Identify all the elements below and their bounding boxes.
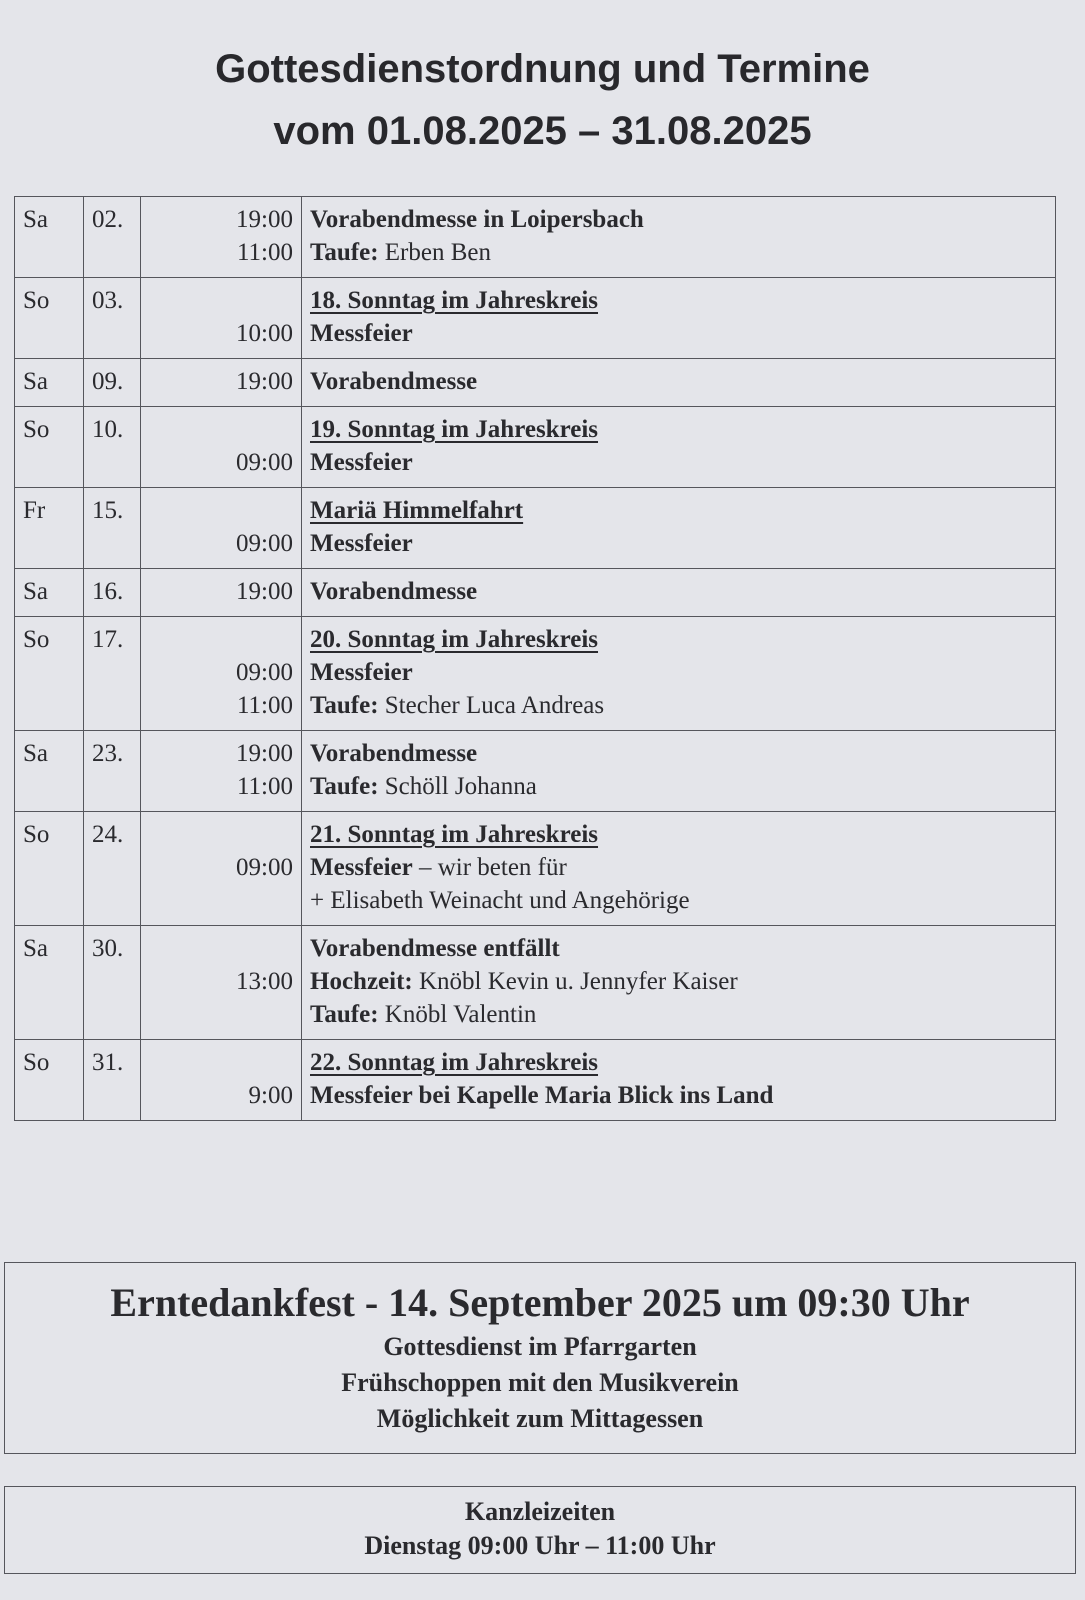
date-cell: 24. [84, 812, 141, 926]
occasion-heading: Mariä Himmelfahrt [310, 497, 524, 524]
entry-text: Messfeier [310, 659, 413, 686]
date-cell: 09. [84, 359, 141, 407]
entry-line [310, 527, 1047, 560]
entry-text: Taufe: [310, 692, 379, 719]
schedule-row [15, 407, 1056, 488]
occasion-heading: 22. Sonntag im Jahreskreis [310, 1049, 599, 1076]
time-cell [141, 407, 302, 488]
entry-line [310, 317, 1047, 350]
entry-text: Taufe: [310, 773, 379, 800]
time-cell [141, 569, 302, 617]
entry-text: – wir beten für [412, 854, 567, 881]
entry-text: Messfeier bei Kapelle Maria Blick ins Land [310, 1082, 774, 1109]
date-cell: 02. [84, 197, 141, 278]
entry-line [310, 494, 1047, 527]
time-text [149, 494, 293, 527]
weekday-cell: So [15, 407, 84, 488]
description-cell [302, 812, 1056, 926]
harvest-festival-box [4, 1262, 1076, 1454]
date-cell: 31. [84, 1040, 141, 1121]
time-text [149, 1046, 293, 1079]
time-text: 10:00 [236, 320, 293, 347]
schedule-row [15, 569, 1056, 617]
entry-line [310, 623, 1047, 656]
office-heading: Kanzleizeiten [464, 1497, 616, 1526]
schedule-row [15, 731, 1056, 812]
entry-text: Vorabendmesse [310, 740, 478, 767]
time-cell [141, 359, 302, 407]
entry-text: Hochzeit: [310, 968, 413, 995]
time-text: 19:00 [236, 578, 293, 605]
entry-line [310, 413, 1047, 446]
entry-line [310, 1046, 1047, 1079]
time-cell [141, 488, 302, 569]
entry-text: Vorabendmesse entfällt [310, 935, 560, 962]
description-cell [302, 359, 1056, 407]
office-hours-box [4, 1486, 1076, 1574]
entry-text: Knöbl Kevin u. Jennyfer Kaiser [412, 968, 738, 995]
weekday-cell: Sa [15, 359, 84, 407]
entry-text: Stecher Luca Andreas [378, 692, 605, 719]
date-cell: 03. [84, 278, 141, 359]
entry-line [310, 998, 1047, 1031]
schedule-row [15, 812, 1056, 926]
entry-text: Taufe: [310, 239, 379, 266]
office-hours: Dienstag 09:00 Uhr – 11:00 Uhr [364, 1531, 716, 1560]
description-cell [302, 926, 1056, 1040]
festival-line: Möglichkeit zum Mittagessen [376, 1404, 704, 1433]
date-cell: 17. [84, 617, 141, 731]
date-cell: 15. [84, 488, 141, 569]
date-cell: 10. [84, 407, 141, 488]
schedule-row [15, 488, 1056, 569]
entry-text: Vorabendmesse [310, 368, 478, 395]
time-text: 11:00 [236, 692, 293, 719]
entry-line [310, 203, 1047, 236]
time-text [149, 284, 293, 317]
festival-headline: Erntedankfest - 14. September 2025 um 09:30 Uhr [110, 1280, 970, 1325]
time-text: 09:00 [236, 449, 293, 476]
entry-line [310, 965, 1047, 998]
time-text: 13:00 [236, 968, 293, 995]
description-cell [302, 731, 1056, 812]
time-cell [141, 926, 302, 1040]
entry-line [310, 365, 1047, 398]
title-line-2: vom 01.08.2025 – 31.08.2025 [273, 109, 812, 153]
time-cell [141, 278, 302, 359]
schedule-body [15, 197, 1056, 1121]
entry-line [310, 236, 1047, 269]
festival-line: Frühschoppen mit den Musikverein [341, 1368, 739, 1397]
entry-line [310, 656, 1047, 689]
entry-line [310, 575, 1047, 608]
time-cell [141, 197, 302, 278]
weekday-cell: So [15, 278, 84, 359]
entry-line [310, 932, 1047, 965]
entry-text: Erben Ben [378, 239, 491, 266]
entry-line [310, 1079, 1047, 1112]
time-text: 11:00 [236, 773, 293, 800]
weekday-cell: Sa [15, 197, 84, 278]
festival-line: Gottesdienst im Pfarrgarten [383, 1332, 697, 1361]
time-text: 09:00 [236, 530, 293, 557]
entry-text: + Elisabeth Weinacht und Angehörige [310, 887, 690, 914]
entry-text: Taufe: [310, 1001, 379, 1028]
time-text: 09:00 [236, 854, 293, 881]
description-cell [302, 1040, 1056, 1121]
time-text [149, 413, 293, 446]
entry-text: Schöll Johanna [378, 773, 537, 800]
time-text: 11:00 [236, 239, 293, 266]
schedule-row [15, 359, 1056, 407]
entry-line [310, 770, 1047, 803]
entry-text: Knöbl Valentin [378, 1001, 537, 1028]
time-text [149, 998, 293, 1031]
time-text: 19:00 [236, 368, 293, 395]
weekday-cell: Sa [15, 731, 84, 812]
entry-line [310, 689, 1047, 722]
description-cell [302, 407, 1056, 488]
entry-line [310, 851, 1047, 884]
schedule-row [15, 197, 1056, 278]
time-text [149, 884, 293, 917]
weekday-cell: So [15, 1040, 84, 1121]
occasion-heading: 20. Sonntag im Jahreskreis [310, 626, 599, 653]
entry-line [310, 446, 1047, 479]
time-cell [141, 1040, 302, 1121]
weekday-cell: So [15, 617, 84, 731]
entry-text: Messfeier [310, 320, 413, 347]
entry-line [310, 818, 1047, 851]
occasion-heading: 19. Sonntag im Jahreskreis [310, 416, 599, 443]
time-text: 19:00 [236, 740, 293, 767]
description-cell [302, 488, 1056, 569]
entry-text: Messfeier [310, 449, 413, 476]
weekday-cell: So [15, 812, 84, 926]
title-line-1: Gottesdienstordnung und Termine [215, 47, 870, 91]
weekday-cell: Sa [15, 569, 84, 617]
date-cell: 23. [84, 731, 141, 812]
schedule-row [15, 926, 1056, 1040]
weekday-cell: Fr [15, 488, 84, 569]
schedule-table [14, 196, 1056, 1121]
entry-text: Vorabendmesse [310, 578, 478, 605]
entry-text: Vorabendmesse in Loipersbach [310, 206, 644, 233]
time-text: 9:00 [248, 1082, 293, 1109]
schedule-row [15, 1040, 1056, 1121]
time-text [149, 623, 293, 656]
occasion-heading: 18. Sonntag im Jahreskreis [310, 287, 599, 314]
time-text: 09:00 [236, 659, 293, 686]
time-cell [141, 617, 302, 731]
occasion-heading: 21. Sonntag im Jahreskreis [310, 821, 599, 848]
date-cell: 30. [84, 926, 141, 1040]
date-cell: 16. [84, 569, 141, 617]
description-cell [302, 617, 1056, 731]
entry-line [310, 737, 1047, 770]
schedule-row [15, 278, 1056, 359]
weekday-cell: Sa [15, 926, 84, 1040]
schedule-row [15, 617, 1056, 731]
entry-text: Messfeier [310, 530, 413, 557]
time-cell [141, 731, 302, 812]
page-title [0, 0, 1085, 162]
entry-line [310, 884, 1047, 917]
time-text [149, 932, 293, 965]
time-text: 19:00 [236, 206, 293, 233]
time-text [149, 818, 293, 851]
description-cell [302, 197, 1056, 278]
time-cell [141, 812, 302, 926]
description-cell [302, 278, 1056, 359]
description-cell [302, 569, 1056, 617]
entry-text: Messfeier [310, 854, 413, 881]
entry-line [310, 284, 1047, 317]
